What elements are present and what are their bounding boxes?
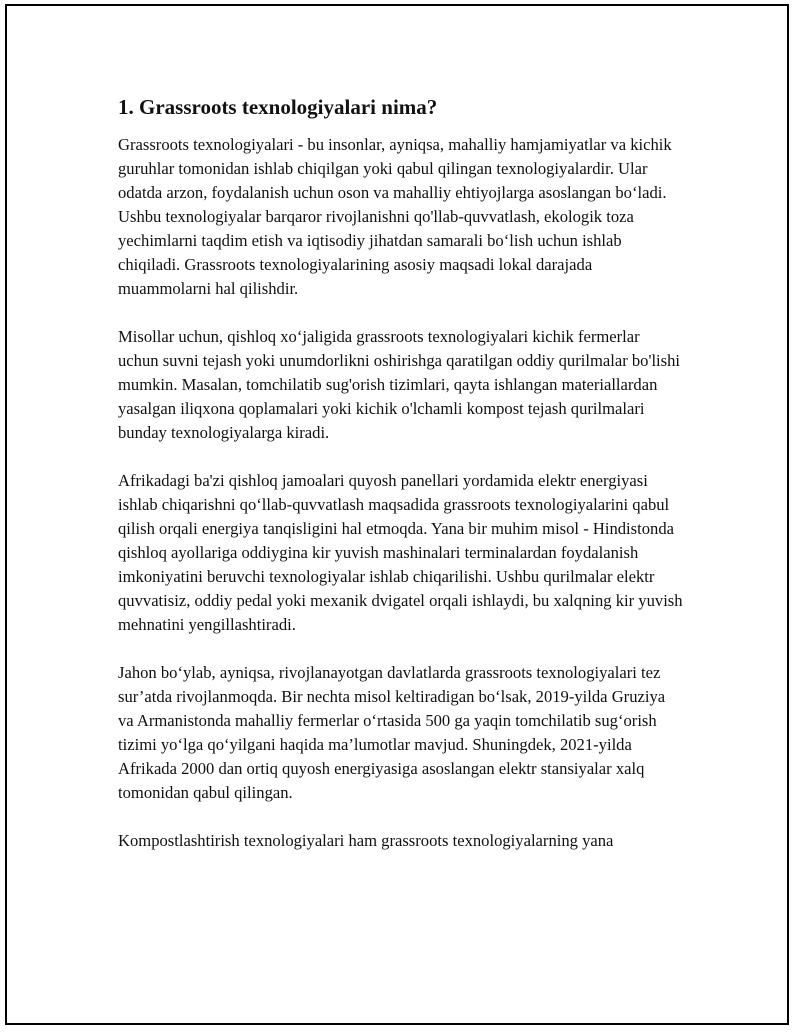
paragraph-africa-india-examples: Afrikadagi ba'zi qishloq jamoalari quyosh panellari yordamida elektr energiyasi ishlab chiqarishni qo‘llab-quvvatlash maqsadida grassroots texnologiyalarini qabul qilish orqali energiya tanqisligini hal etmoqda. Yana bir muhim misol - Hindistonda qishloq ayollariga oddiygina kir yuvish mashinalari terminalardan foydalanish imkoniyatini beruvchi texnologiyalar ishlab chiqarilishi. Ushbu qurilmalar elektr quvvatisiz, oddiy pedal yoki mexanik dvigatel orqali ishlaydi, bu xalqning kir yuvish mehnatini yengillashtiradi.	[118, 471, 683, 634]
paragraph-definition: Grassroots texnologiyalari - bu insonlar, ayniqsa, mahalliy hamjamiyatlar va kichik guruhlar tomonidan ishlab chiqilgan yoki qabul qilingan texnologiyalardir. Ular odatda arzon, foydalanish uchun oson va mahalliy ehtiyojlarga asoslangan bo‘ladi. Ushbu texnologiyalar barqaror rivojlanishni qo'llab-quvvatlash, ekologik toza yechimlarni taqdim etish va iqtisodiy jihatdan samarali bo‘lish uchun ishlab chiqiladi. Grassroots texnologiyalarining asosiy maqsadi lokal darajada muammolarni hal qilishdir.	[118, 135, 672, 298]
document-body	[118, 94, 684, 877]
paragraph-global-statistics: Jahon bo‘ylab, ayniqsa, rivojlanayotgan davlatlarda grassroots texnologiyalari tez sur’atda rivojlanmoqda. Bir nechta misol keltiradigan bo‘lsak, 2019-yilda Gruziya va Armanistonda mahalliy fermerlar o‘rtasida 500 ga yaqin tomchilatib sug‘orish tizimi yo‘lga qo‘yilgani haqida ma’lumotlar mavjud. Shuningdek, 2021-yilda Afrikada 2000 dan ortiq quyosh energiyasiga asoslangan elektr stansiyalar xalq tomonidan qabul qilingan.	[118, 663, 666, 802]
paragraph-composting-partial: Kompostlashtirish texnologiyalari ham grassroots texnologiyalarning yana	[118, 831, 614, 850]
section-heading: 1. Grassroots texnologiyalari nima?	[118, 95, 438, 119]
paragraph-agriculture-examples: Misollar uchun, qishloq xo‘jaligida grassroots texnologiyalari kichik fermerlar uchun suvni tejash yoki unumdorlikni oshirishga qaratilgan oddiy qurilmalar bo'lishi mumkin. Masalan, tomchilatib sug'orish tizimlari, qayta ishlangan materiallardan yasalgan iliqxona qoplamalari yoki kichik o'lchamli kompost tejash qurilmalari bunday texnologiyalarga kiradi.	[118, 327, 681, 442]
